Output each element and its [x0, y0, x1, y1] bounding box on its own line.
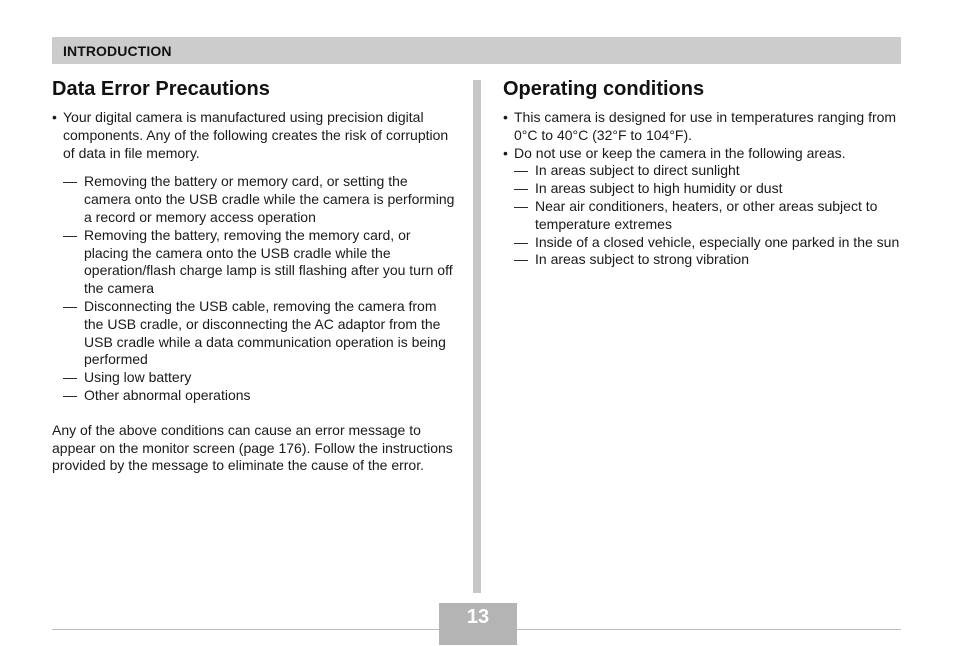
- error-cause-item: — Disconnecting the USB cable, removing the camera from the USB cradle, or disconnecting the AC adaptor from the USB cradle while a data communication operation is being performed: [52, 298, 457, 369]
- avoid-area-item: — Inside of a closed vehicle, especially one parked in the sun: [503, 234, 903, 252]
- left-column: [52, 77, 457, 475]
- data-error-heading: Data Error Precautions: [52, 78, 270, 100]
- section-header-bar: [52, 37, 901, 64]
- right-bullet-list: [503, 109, 903, 162]
- error-cause-item: — Using low battery: [52, 369, 457, 387]
- closing-paragraph: Any of the above conditions can cause an error message to appear on the monitor screen (page 176). Follow the instructions provided by the message to eliminate the cause of the error.: [52, 421, 453, 474]
- column-divider: [473, 80, 481, 593]
- error-cause-item: — Removing the battery, removing the memory card, or placing the camera onto the USB cradle while the operation/flash charge lamp is still flashing after you turn off the camera: [52, 227, 457, 298]
- operating-conditions-heading: Operating conditions: [503, 78, 705, 100]
- error-causes-list: [52, 173, 457, 404]
- error-cause-item: — Removing the battery or memory card, or setting the camera onto the USB cradle while the camera is performing a record or memory access operation: [52, 173, 457, 226]
- page-number-box: [439, 603, 517, 645]
- left-intro-bullet: • Your digital camera is manufactured using precision digital components. Any of the following creates the risk of corruption of data in file memory.: [52, 109, 457, 162]
- avoid-area-item: — In areas subject to direct sunlight: [503, 162, 903, 180]
- avoid-area-item: — In areas subject to high humidity or dust: [503, 180, 903, 198]
- left-bullet-list: [52, 109, 457, 162]
- avoid-area-item: — Near air conditioners, heaters, or other areas subject to temperature extremes: [503, 198, 903, 234]
- avoid-areas-bullet: • Do not use or keep the camera in the following areas.: [503, 145, 903, 163]
- page-number: 13: [466, 606, 490, 628]
- error-cause-item: — Other abnormal operations: [52, 387, 457, 405]
- temperature-bullet: • This camera is designed for use in temperatures ranging from 0°C to 40°C (32°F to 104°F).: [503, 109, 903, 145]
- avoid-areas-list: [503, 162, 903, 269]
- right-column: [503, 77, 903, 269]
- avoid-area-item: — In areas subject to strong vibration: [503, 251, 903, 269]
- section-title: INTRODUCTION: [63, 43, 172, 59]
